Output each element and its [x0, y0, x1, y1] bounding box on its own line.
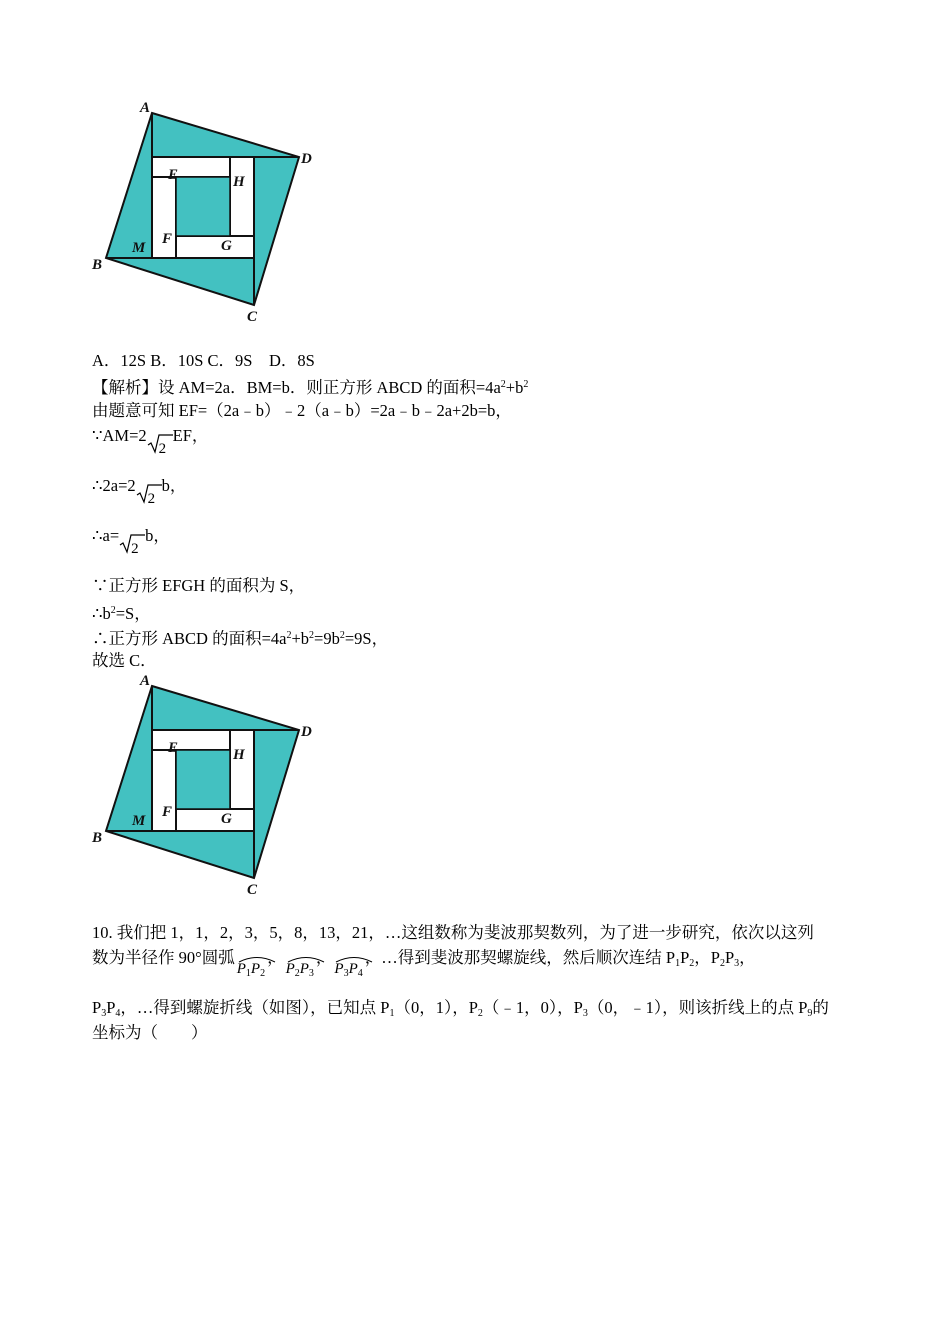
analysis-line-9: 故选 C． — [92, 651, 157, 670]
label-a: A — [140, 673, 151, 689]
figure-square-abcd-bottom — [88, 668, 328, 900]
arc-p3p4: $P_3P_4$ — [334, 957, 362, 986]
answer-options: A．12S B．10S C．9S D．8S — [92, 351, 315, 370]
q10-line-1: 10. 我们把 1，1，2，3，5，8，13，21，…这组数称为斐波那契数列，为了进一步研究，依次以这列 — [92, 923, 814, 942]
analysis-line-7: $\therefore b^2=S$， — [92, 604, 151, 623]
analysis-line-1: 【解析】设 AM=2a．BM=b．则正方形 ABCD 的面积$=4a^2+b^2$ — [92, 378, 529, 397]
label-e: E — [168, 740, 179, 756]
label-m: M — [132, 813, 146, 829]
label-c: C — [247, 882, 258, 898]
label-h: H — [233, 747, 245, 763]
figure-square-abcd-top — [88, 95, 328, 327]
analysis-line-3: ∵AM=2 2 EF， — [92, 426, 209, 457]
q10-line-2: 数为半径作 90°圆弧 $P_1P_2$， $P_2P_3$， $P_3P_4$，…得到斐波那契螺旋线，然后顺次连结 $P_1P_2$，$P_2P_3$， — [92, 946, 756, 986]
label-d: D — [301, 151, 312, 167]
label-g: G — [221, 238, 232, 254]
sqrt-symbol: 2 — [136, 481, 162, 505]
label-f: F — [162, 231, 173, 247]
label-f: F — [162, 804, 173, 820]
arc-p1p2: $P_1P_2$ — [237, 957, 265, 986]
label-h: H — [233, 174, 245, 190]
label-c: C — [247, 309, 258, 325]
label-d: D — [301, 724, 312, 740]
q10-line-3: $P_3P_4$，…得到螺旋折线（如图），已知点 $P_1(0$，1），$P_2(﹣1$，0），$P_3(0$，﹣1），则该折线上的点 $P_9$的 — [92, 998, 829, 1019]
arc-p2p3: $P_2P_3$ — [286, 957, 314, 986]
analysis-line-6: ∵正方形 EFGH 的面积为 S， — [92, 576, 306, 595]
sqrt-symbol: 2 — [147, 431, 173, 455]
label-e: E — [168, 167, 179, 183]
label-m: M — [132, 240, 146, 256]
q10-line-4: 坐标为（ ） — [92, 1023, 208, 1042]
label-b: B — [92, 257, 103, 273]
analysis-line-4: ∴2a=2 2 b， — [92, 476, 187, 507]
label-b: B — [92, 830, 103, 846]
analysis-line-5: ∴a= 2 b， — [92, 526, 170, 557]
label-a: A — [140, 100, 151, 116]
analysis-line-8: ∴正方形 ABCD 的面积$=4a^2+b^2=9b^2=9S$， — [92, 629, 389, 648]
analysis-line-2: 由题意可知 EF=（2a﹣b）﹣2（a﹣b）=2a﹣b﹣2a+2b=b， — [92, 401, 512, 420]
sqrt-symbol: 2 — [119, 531, 145, 555]
label-g: G — [221, 811, 232, 827]
